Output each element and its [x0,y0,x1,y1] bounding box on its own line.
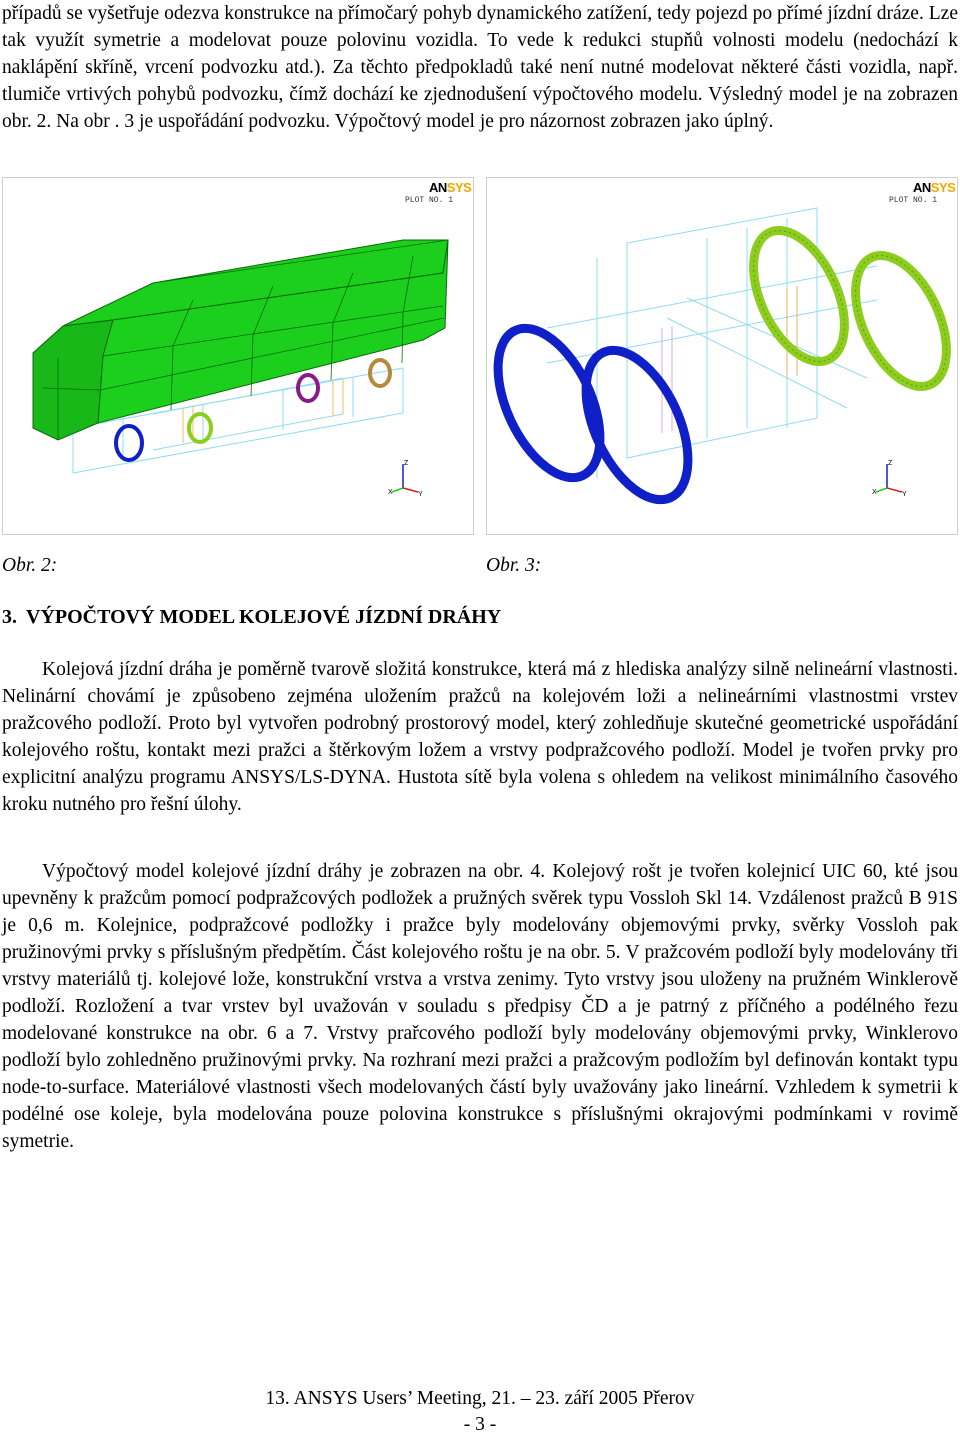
wheel-lime-left [735,216,863,375]
svg-text:Y: Y [418,491,423,498]
ansys-logo: ANSYS [913,180,956,195]
figure-vehicle-model [2,177,474,535]
wheel-lime-right [837,241,957,400]
wheel-blue-left [487,313,621,494]
svg-text:X: X [388,489,393,496]
ansys-logo: ANSYS [429,180,472,195]
figure-3-caption: Obr. 3: [486,555,542,576]
footer-event: 13. ANSYS Users’ Meeting, 21. – 23. září 2005 Přerov [265,1388,695,1409]
wheel-blue-right [565,335,709,516]
section-number: 3. [2,606,17,628]
svg-text:Y: Y [902,491,907,498]
axis-triad [388,458,428,498]
section-heading [2,606,501,629]
intro-paragraph: případů se vyšetřuje odezva konstrukce na přímočarý pohyb dynamického zatížení, tedy pojezd po přímé jízdní dráze. Lze tak využít symetrie a modelovat pouze polovinu vozidla. To vede k redukci stupňů volnosti modelu (nedochází k naklápění skříně, vrcení podvozku atd.). Za těchto předpokladů také není nutné modelovat některé části vozidla, např. tlumiče vrtivých pohybů podvozku, čímž dochází ke zjednodušení výpočtového modelu. Výsledný model je na zobrazen obr. 2. Na obr . 3 je uspořádání podvozku. Výpočtový model je pro názornost zobrazen jako úplný. [2,3,958,132]
figure-bogie-model [486,177,958,535]
plot-number-label: PLOT NO. 1 [889,196,938,205]
page-number: - 3 - [463,1414,497,1435]
svg-text:Z: Z [404,460,409,467]
wheel-lime-front [189,414,211,442]
wheel-purple-rear [298,375,318,401]
body-paragraph-1: Kolejová jízdní dráha je poměrně tvarově složitá konstrukce, která má z hlediska analýzy silně nelineární vlastnosti. Nelinární chovámí je způsobeno zejména uložením pražců na kolejovém loži a nelineárními vlastnostmi vrstev pražcového podloží. Proto byl vytvořen podrobný prostorový model, který zohledňuje skutečné geometrické uspořádání kolejového roštu, kontakt mezi pražci a štěrkovým ložem a vrstvy podpražcového podloží. Model je tvořen prvky pro explicitní analýzu programu ANSYS/LS-DYNA. Hustota sítě byla volena s ohledem na velikost minimálního časového kroku nutného pro řešní úlohy. [2,659,958,815]
body-paragraph-2: Výpočtový model kolejové jízdní dráhy je zobrazen na obr. 4. Kolejový rošt je tvořen kolejnicí UIC 60, kté jsou upevněny k pražcům pomocí podpražcových podložek a pružných svěrek typu Vossloh Skl 14. Vzdálenost pražců B 91S je 0,6 m. Kolejnice, podpražcové podložky i pražce byly modelovány objemovými prvky, svěrky Vossloh pak pružinovými prvky s příslušným předpětím. Část kolejového roštu je na obr. 5. V pražcovém podloží byly modelovány tři vrstvy materiálů tj. kolejové lože, konstrukční vrstva a vrstva zenimy. Tyto vrstvy jsou uloženy na pružném Winklerově podloží. Rozložení a tvar vrstev byl uvažován v souladu s předpisy ČD a je patrný z příčného a podélného řezu modelované konstrukce na obr. 6 a 7. Vrstvy prařcového podloží byly modelovány objemovými prvky, Winklerovo podloží bylo zohledněno pružinovými prvky. Na rozhraní mezi pražci a pražcovým podložím byl definován kontakt typu node-to-surface. Materiálové vlastnosti všech modelovaných částí byly uvažovány jako lineární. Vzhledem k symetrii k podélné ose koleje, byla modelována pouze polovina konstrukce s příslušnými okrajovými podmínkami v rovimě symetrie. [2,861,958,1152]
plot-number-label: PLOT NO. 1 [405,196,454,205]
svg-text:Z: Z [888,460,893,467]
section-title: VÝPOČTOVÝ MODEL KOLEJOVÉ JÍZDNÍ DRÁHY [26,606,502,628]
svg-text:X: X [872,489,877,496]
wheel-blue-front [116,426,142,460]
axis-triad [872,458,912,498]
figure-2-caption: Obr. 2: [2,555,58,576]
